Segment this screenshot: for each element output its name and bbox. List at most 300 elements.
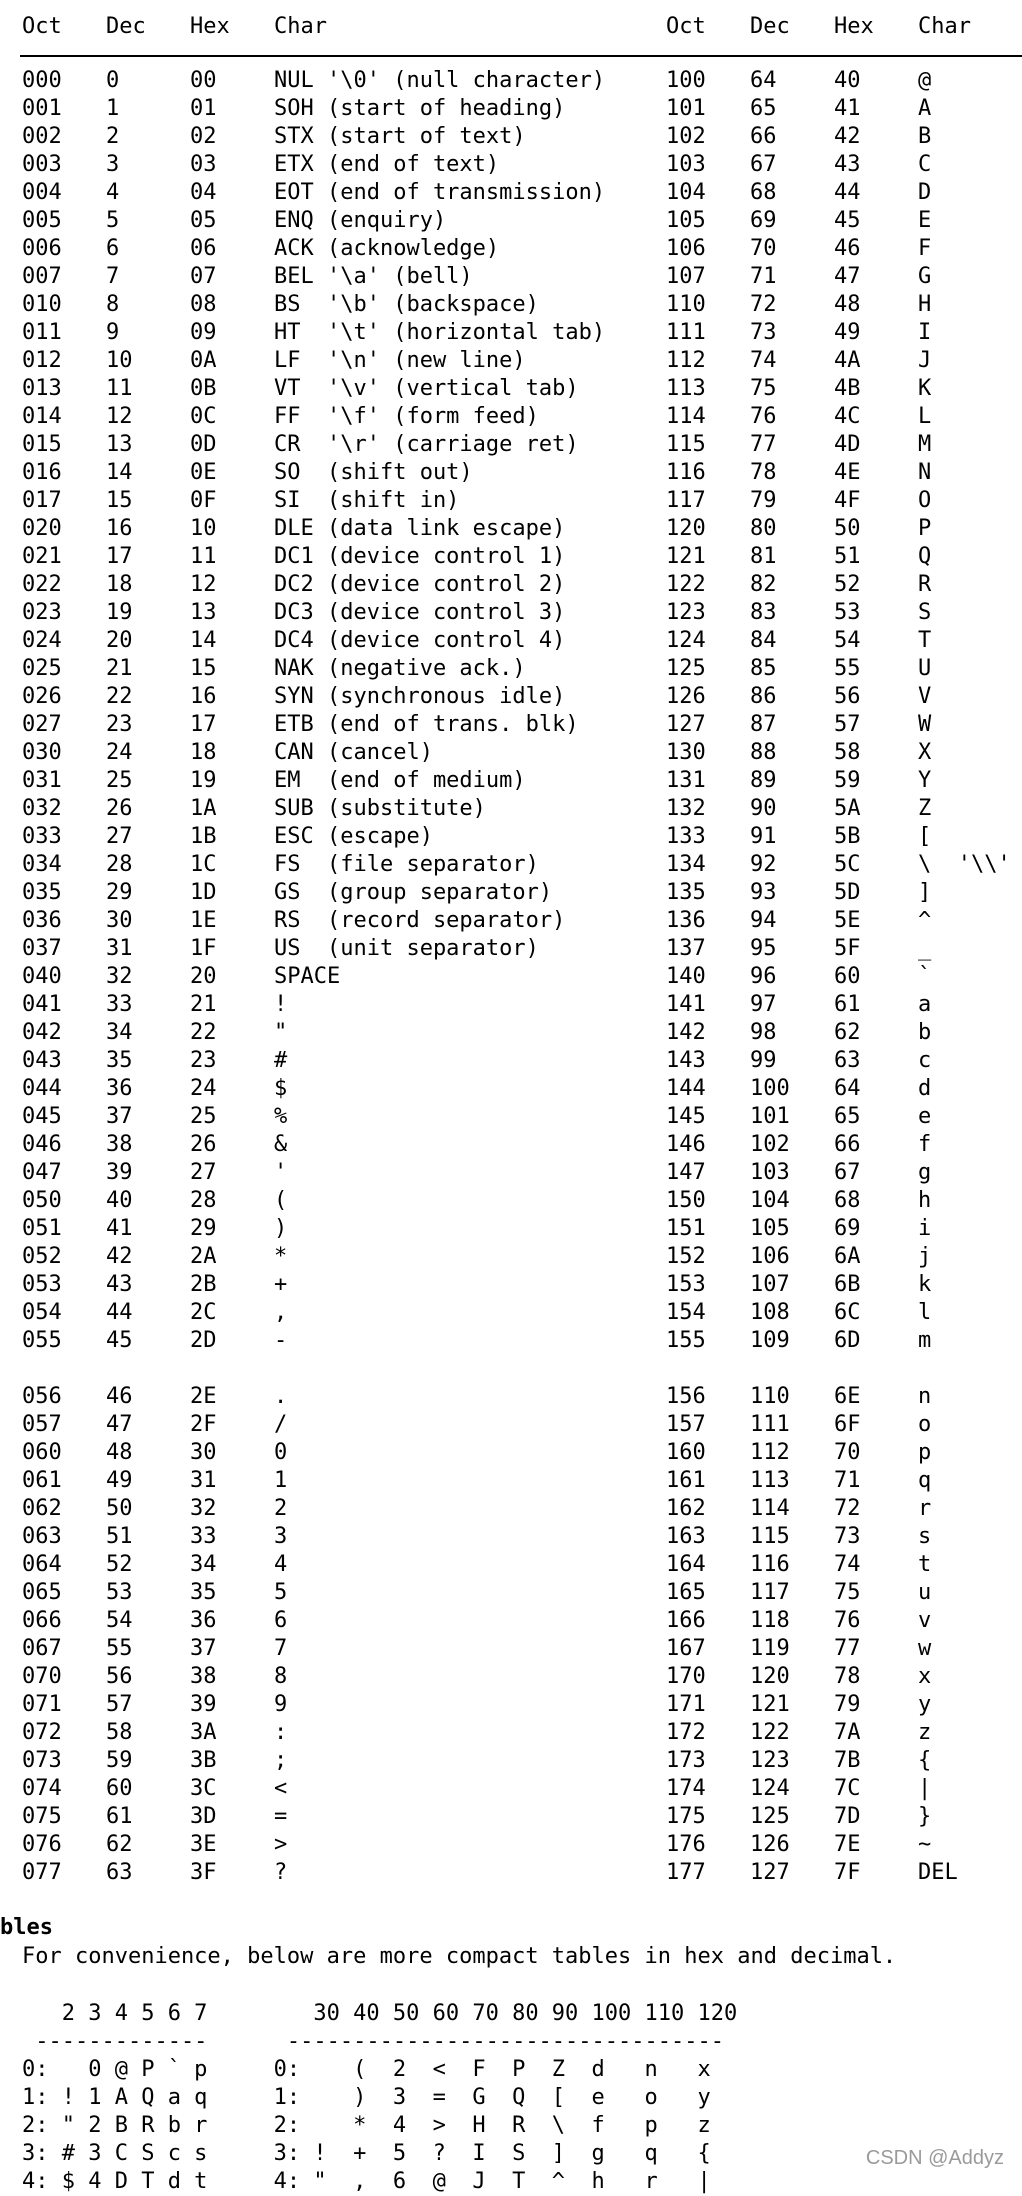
cell-oct-left: 061 xyxy=(22,1468,62,1493)
table-row xyxy=(0,1551,1022,1579)
table-row xyxy=(0,431,1022,459)
cell-hex-left: 0E xyxy=(190,460,217,485)
cell-dec-right: 88 xyxy=(750,740,777,765)
cell-hex-right: 43 xyxy=(834,152,861,177)
cell-char-right: S xyxy=(918,600,932,625)
cell-dec-right: 122 xyxy=(750,1720,790,1745)
cell-dec-right: 113 xyxy=(750,1468,790,1493)
table-row xyxy=(0,1047,1022,1075)
header-dec-left: Dec xyxy=(106,14,146,39)
cell-char-right: W xyxy=(918,712,932,737)
cell-hex-left: 1F xyxy=(190,936,217,961)
cell-dec-right: 76 xyxy=(750,404,777,429)
table-row xyxy=(0,459,1022,487)
cell-hex-right: 60 xyxy=(834,964,861,989)
cell-hex-right: 40 xyxy=(834,68,861,93)
table-row xyxy=(0,1579,1022,1607)
cell-oct-left: 006 xyxy=(22,236,62,261)
cell-hex-right: 4C xyxy=(834,404,861,429)
cell-hex-left: 2E xyxy=(190,1384,217,1409)
cell-dec-left: 9 xyxy=(106,320,120,345)
table-row xyxy=(0,1215,1022,1243)
table-row xyxy=(0,207,1022,235)
cell-dec-right: 116 xyxy=(750,1552,790,1577)
section-title: bles xyxy=(0,1915,53,1940)
cell-oct-right: 114 xyxy=(666,404,706,429)
cell-dec-right: 82 xyxy=(750,572,777,597)
cell-hex-right: 78 xyxy=(834,1664,861,1689)
cell-oct-right: 113 xyxy=(666,376,706,401)
cell-oct-right: 163 xyxy=(666,1524,706,1549)
cell-oct-left: 067 xyxy=(22,1636,62,1661)
cell-hex-left: 10 xyxy=(190,516,217,541)
cell-hex-right: 42 xyxy=(834,124,861,149)
cell-oct-right: 171 xyxy=(666,1692,706,1717)
table-row xyxy=(0,375,1022,403)
cell-dec-right: 126 xyxy=(750,1832,790,1857)
cell-oct-left: 034 xyxy=(22,852,62,877)
cell-oct-right: 130 xyxy=(666,740,706,765)
cell-oct-left: 031 xyxy=(22,768,62,793)
cell-hex-left: 16 xyxy=(190,684,217,709)
cell-dec-right: 112 xyxy=(750,1440,790,1465)
cell-char-left: . xyxy=(274,1384,288,1409)
cell-hex-left: 14 xyxy=(190,628,217,653)
cell-dec-left: 47 xyxy=(106,1412,133,1437)
cell-oct-left: 022 xyxy=(22,572,62,597)
cell-char-left: ESC (escape) xyxy=(274,824,433,849)
cell-hex-right: 7D xyxy=(834,1804,861,1829)
cell-hex-left: 05 xyxy=(190,208,217,233)
cell-dec-right: 72 xyxy=(750,292,777,317)
cell-hex-left: 3A xyxy=(190,1720,217,1745)
cell-char-left: FF '\f' (form feed) xyxy=(274,404,539,429)
cell-char-left: SUB (substitute) xyxy=(274,796,486,821)
cell-char-right: q xyxy=(918,1468,932,1493)
cell-hex-right: 73 xyxy=(834,1524,861,1549)
cell-char-right: x xyxy=(918,1664,932,1689)
cell-oct-left: 025 xyxy=(22,656,62,681)
cell-char-right: f xyxy=(918,1132,932,1157)
table-row xyxy=(0,487,1022,515)
cell-oct-right: 100 xyxy=(666,68,706,93)
cell-oct-left: 045 xyxy=(22,1104,62,1129)
cell-hex-left: 0F xyxy=(190,488,217,513)
cell-dec-right: 66 xyxy=(750,124,777,149)
cell-dec-right: 103 xyxy=(750,1160,790,1185)
cell-char-right: Q xyxy=(918,544,932,569)
cell-oct-left: 013 xyxy=(22,376,62,401)
cell-oct-right: 106 xyxy=(666,236,706,261)
cell-dec-right: 106 xyxy=(750,1244,790,1269)
cell-char-right: O xyxy=(918,488,932,513)
cell-hex-right: 6D xyxy=(834,1328,861,1353)
cell-char-left: > xyxy=(274,1832,288,1857)
cell-dec-left: 51 xyxy=(106,1524,133,1549)
cell-oct-left: 074 xyxy=(22,1776,62,1801)
cell-oct-left: 002 xyxy=(22,124,62,149)
cell-dec-right: 67 xyxy=(750,152,777,177)
cell-hex-left: 37 xyxy=(190,1636,217,1661)
cell-dec-left: 17 xyxy=(106,544,133,569)
cell-dec-left: 55 xyxy=(106,1636,133,1661)
cell-hex-left: 15 xyxy=(190,656,217,681)
cell-char-left: DC1 (device control 1) xyxy=(274,544,566,569)
header-char-left: Char xyxy=(274,14,327,39)
cell-dec-left: 27 xyxy=(106,824,133,849)
cell-dec-left: 23 xyxy=(106,712,133,737)
cell-oct-right: 134 xyxy=(666,852,706,877)
cell-char-right: C xyxy=(918,152,932,177)
cell-hex-right: 57 xyxy=(834,712,861,737)
cell-oct-left: 056 xyxy=(22,1384,62,1409)
cell-dec-left: 50 xyxy=(106,1496,133,1521)
cell-char-left: < xyxy=(274,1776,288,1801)
cell-dec-left: 29 xyxy=(106,880,133,905)
cell-hex-left: 0D xyxy=(190,432,217,457)
cell-char-right: A xyxy=(918,96,932,121)
cell-dec-left: 16 xyxy=(106,516,133,541)
cell-oct-left: 075 xyxy=(22,1804,62,1829)
cell-char-left: : xyxy=(274,1720,288,1745)
cell-hex-left: 18 xyxy=(190,740,217,765)
cell-hex-right: 76 xyxy=(834,1608,861,1633)
cell-dec-left: 1 xyxy=(106,96,120,121)
table-row xyxy=(0,907,1022,935)
table-row xyxy=(0,1467,1022,1495)
cell-hex-right: 62 xyxy=(834,1020,861,1045)
cell-dec-right: 85 xyxy=(750,656,777,681)
cell-hex-right: 4E xyxy=(834,460,861,485)
cell-char-left: ENQ (enquiry) xyxy=(274,208,447,233)
cell-oct-left: 060 xyxy=(22,1440,62,1465)
cell-char-left: RS (record separator) xyxy=(274,908,566,933)
cell-dec-right: 93 xyxy=(750,880,777,905)
table-row xyxy=(0,1243,1022,1271)
cell-hex-right: 7F xyxy=(834,1860,861,1885)
cell-oct-right: 172 xyxy=(666,1720,706,1745)
cell-dec-right: 127 xyxy=(750,1860,790,1885)
cell-dec-left: 43 xyxy=(106,1272,133,1297)
header-oct-left: Oct xyxy=(22,14,62,39)
cell-dec-right: 90 xyxy=(750,796,777,821)
cell-oct-right: 154 xyxy=(666,1300,706,1325)
cell-dec-right: 69 xyxy=(750,208,777,233)
cell-char-left: ? xyxy=(274,1860,288,1885)
cell-char-right: \ '\\' xyxy=(918,852,1011,877)
cell-oct-left: 007 xyxy=(22,264,62,289)
cell-dec-left: 12 xyxy=(106,404,133,429)
cell-dec-right: 108 xyxy=(750,1300,790,1325)
cell-dec-right: 99 xyxy=(750,1048,777,1073)
cell-dec-left: 58 xyxy=(106,1720,133,1745)
cell-hex-right: 4D xyxy=(834,432,861,457)
cell-oct-left: 072 xyxy=(22,1720,62,1745)
cell-char-right: j xyxy=(918,1244,932,1269)
cell-dec-right: 70 xyxy=(750,236,777,261)
cell-hex-right: 41 xyxy=(834,96,861,121)
cell-dec-left: 22 xyxy=(106,684,133,709)
cell-oct-left: 051 xyxy=(22,1216,62,1241)
cell-oct-right: 115 xyxy=(666,432,706,457)
table-row xyxy=(0,1271,1022,1299)
cell-oct-left: 050 xyxy=(22,1188,62,1213)
table-row xyxy=(0,1159,1022,1187)
cell-oct-right: 174 xyxy=(666,1776,706,1801)
section-description: For convenience, below are more compact tables in hex and decimal. xyxy=(22,1944,897,1969)
cell-oct-left: 042 xyxy=(22,1020,62,1045)
cell-oct-right: 176 xyxy=(666,1832,706,1857)
cell-hex-left: 3D xyxy=(190,1804,217,1829)
cell-oct-right: 133 xyxy=(666,824,706,849)
cell-hex-left: 02 xyxy=(190,124,217,149)
cell-oct-left: 027 xyxy=(22,712,62,737)
cell-hex-right: 6C xyxy=(834,1300,861,1325)
table-row xyxy=(0,1831,1022,1859)
cell-hex-right: 53 xyxy=(834,600,861,625)
cell-oct-right: 117 xyxy=(666,488,706,513)
cell-oct-left: 004 xyxy=(22,180,62,205)
cell-char-left: LF '\n' (new line) xyxy=(274,348,526,373)
cell-dec-right: 115 xyxy=(750,1524,790,1549)
cell-oct-left: 043 xyxy=(22,1048,62,1073)
watermark: CSDN @Addyz xyxy=(862,2147,1008,2170)
cell-char-right: X xyxy=(918,740,932,765)
cell-oct-right: 161 xyxy=(666,1468,706,1493)
cell-oct-left: 024 xyxy=(22,628,62,653)
cell-hex-left: 2F xyxy=(190,1412,217,1437)
cell-hex-left: 28 xyxy=(190,1188,217,1213)
cell-oct-left: 014 xyxy=(22,404,62,429)
cell-char-right: V xyxy=(918,684,932,709)
table-row xyxy=(0,963,1022,991)
compact-line: 3: # 3 C S c s 3: ! + 5 ? I S ] g q { xyxy=(22,2141,711,2166)
cell-oct-left: 030 xyxy=(22,740,62,765)
cell-char-right: b xyxy=(918,1020,932,1045)
cell-hex-left: 1B xyxy=(190,824,217,849)
cell-oct-right: 116 xyxy=(666,460,706,485)
cell-hex-right: 45 xyxy=(834,208,861,233)
cell-hex-left: 00 xyxy=(190,68,217,93)
cell-oct-left: 003 xyxy=(22,152,62,177)
cell-hex-left: 29 xyxy=(190,1216,217,1241)
table-row xyxy=(0,1103,1022,1131)
cell-dec-right: 97 xyxy=(750,992,777,1017)
cell-hex-left: 33 xyxy=(190,1524,217,1549)
cell-dec-left: 10 xyxy=(106,348,133,373)
cell-hex-right: 5A xyxy=(834,796,861,821)
cell-char-left: SPACE xyxy=(274,964,341,989)
cell-dec-right: 121 xyxy=(750,1692,790,1717)
cell-oct-left: 046 xyxy=(22,1132,62,1157)
cell-char-left: EM (end of medium) xyxy=(274,768,526,793)
cell-oct-left: 032 xyxy=(22,796,62,821)
cell-dec-left: 28 xyxy=(106,852,133,877)
table-row xyxy=(0,1523,1022,1551)
cell-dec-right: 68 xyxy=(750,180,777,205)
cell-oct-right: 125 xyxy=(666,656,706,681)
cell-char-right: l xyxy=(918,1300,932,1325)
cell-dec-left: 42 xyxy=(106,1244,133,1269)
cell-char-left: 2 xyxy=(274,1496,288,1521)
cell-char-left: SYN (synchronous idle) xyxy=(274,684,566,709)
cell-hex-left: 01 xyxy=(190,96,217,121)
cell-hex-left: 34 xyxy=(190,1552,217,1577)
cell-char-left: DC2 (device control 2) xyxy=(274,572,566,597)
cell-dec-left: 8 xyxy=(106,292,120,317)
cell-char-right: e xyxy=(918,1104,932,1129)
cell-oct-left: 073 xyxy=(22,1748,62,1773)
cell-hex-left: 2A xyxy=(190,1244,217,1269)
cell-oct-right: 111 xyxy=(666,320,706,345)
cell-dec-right: 123 xyxy=(750,1748,790,1773)
cell-char-left: 9 xyxy=(274,1692,288,1717)
cell-dec-right: 74 xyxy=(750,348,777,373)
cell-char-right: L xyxy=(918,404,932,429)
cell-char-right: R xyxy=(918,572,932,597)
table-row xyxy=(0,67,1022,95)
cell-oct-right: 165 xyxy=(666,1580,706,1605)
table-row xyxy=(0,319,1022,347)
cell-oct-left: 011 xyxy=(22,320,62,345)
cell-hex-right: 65 xyxy=(834,1104,861,1129)
cell-hex-right: 48 xyxy=(834,292,861,317)
cell-dec-left: 46 xyxy=(106,1384,133,1409)
cell-dec-left: 41 xyxy=(106,1216,133,1241)
cell-dec-right: 105 xyxy=(750,1216,790,1241)
cell-char-left: $ xyxy=(274,1076,288,1101)
cell-dec-right: 100 xyxy=(750,1076,790,1101)
header-char-right: Char xyxy=(918,14,971,39)
cell-oct-right: 122 xyxy=(666,572,706,597)
cell-char-right: ] xyxy=(918,880,932,905)
cell-char-left: 1 xyxy=(274,1468,288,1493)
cell-oct-right: 146 xyxy=(666,1132,706,1157)
table-row xyxy=(0,1327,1022,1355)
cell-hex-left: 27 xyxy=(190,1160,217,1185)
table-row xyxy=(0,543,1022,571)
cell-hex-right: 69 xyxy=(834,1216,861,1241)
cell-hex-left: 31 xyxy=(190,1468,217,1493)
cell-oct-right: 104 xyxy=(666,180,706,205)
cell-char-left: EOT (end of transmission) xyxy=(274,180,606,205)
cell-oct-left: 040 xyxy=(22,964,62,989)
cell-char-right: k xyxy=(918,1272,932,1297)
table-row xyxy=(0,1719,1022,1747)
cell-oct-right: 177 xyxy=(666,1860,706,1885)
table-row xyxy=(0,851,1022,879)
cell-oct-right: 151 xyxy=(666,1216,706,1241)
cell-char-left: , xyxy=(274,1300,288,1325)
cell-dec-left: 35 xyxy=(106,1048,133,1073)
cell-char-left: = xyxy=(274,1804,288,1829)
cell-char-right: ~ xyxy=(918,1832,932,1857)
cell-dec-right: 71 xyxy=(750,264,777,289)
cell-char-right: K xyxy=(918,376,932,401)
cell-dec-left: 2 xyxy=(106,124,120,149)
cell-hex-right: 56 xyxy=(834,684,861,709)
cell-oct-left: 070 xyxy=(22,1664,62,1689)
cell-hex-left: 32 xyxy=(190,1496,217,1521)
cell-oct-left: 052 xyxy=(22,1244,62,1269)
compact-line: 2: " 2 B R b r 2: * 4 > H R \ f p z xyxy=(22,2113,711,2138)
cell-oct-right: 157 xyxy=(666,1412,706,1437)
cell-char-left: NAK (negative ack.) xyxy=(274,656,526,681)
cell-char-right: G xyxy=(918,264,932,289)
cell-hex-right: 54 xyxy=(834,628,861,653)
cell-char-right: i xyxy=(918,1216,932,1241)
cell-char-right: s xyxy=(918,1524,932,1549)
table-row xyxy=(0,95,1022,123)
cell-dec-left: 26 xyxy=(106,796,133,821)
cell-char-left: BS '\b' (backspace) xyxy=(274,292,539,317)
cell-hex-left: 08 xyxy=(190,292,217,317)
cell-oct-right: 131 xyxy=(666,768,706,793)
cell-dec-left: 63 xyxy=(106,1860,133,1885)
cell-oct-left: 020 xyxy=(22,516,62,541)
cell-oct-left: 065 xyxy=(22,1580,62,1605)
table-row xyxy=(0,1299,1022,1327)
cell-hex-left: 2D xyxy=(190,1328,217,1353)
cell-oct-right: 123 xyxy=(666,600,706,625)
cell-oct-right: 150 xyxy=(666,1188,706,1213)
cell-dec-left: 56 xyxy=(106,1664,133,1689)
cell-oct-left: 037 xyxy=(22,936,62,961)
cell-hex-left: 1C xyxy=(190,852,217,877)
table-row xyxy=(0,991,1022,1019)
table-row xyxy=(0,1803,1022,1831)
table-row xyxy=(0,1635,1022,1663)
table-row xyxy=(0,1663,1022,1691)
cell-hex-right: 5E xyxy=(834,908,861,933)
table-row xyxy=(0,655,1022,683)
cell-oct-right: 141 xyxy=(666,992,706,1017)
cell-dec-left: 3 xyxy=(106,152,120,177)
cell-char-left: ETX (end of text) xyxy=(274,152,500,177)
cell-oct-left: 035 xyxy=(22,880,62,905)
cell-hex-left: 07 xyxy=(190,264,217,289)
cell-hex-left: 13 xyxy=(190,600,217,625)
cell-dec-right: 73 xyxy=(750,320,777,345)
cell-dec-left: 30 xyxy=(106,908,133,933)
cell-hex-left: 06 xyxy=(190,236,217,261)
compact-line: 4: $ 4 D T d t 4: " , 6 @ J T ^ h r | xyxy=(22,2169,711,2194)
cell-oct-right: 107 xyxy=(666,264,706,289)
cell-dec-right: 75 xyxy=(750,376,777,401)
cell-dec-right: 77 xyxy=(750,432,777,457)
cell-oct-right: 167 xyxy=(666,1636,706,1661)
cell-dec-left: 25 xyxy=(106,768,133,793)
cell-oct-right: 145 xyxy=(666,1104,706,1129)
cell-char-left: VT '\v' (vertical tab) xyxy=(274,376,579,401)
table-row xyxy=(0,767,1022,795)
cell-dec-right: 119 xyxy=(750,1636,790,1661)
cell-dec-left: 0 xyxy=(106,68,120,93)
cell-oct-left: 071 xyxy=(22,1692,62,1717)
cell-hex-left: 3B xyxy=(190,1748,217,1773)
cell-char-left: CAN (cancel) xyxy=(274,740,433,765)
cell-dec-left: 44 xyxy=(106,1300,133,1325)
cell-oct-left: 057 xyxy=(22,1412,62,1437)
table-row xyxy=(0,1775,1022,1803)
cell-oct-right: 144 xyxy=(666,1076,706,1101)
cell-oct-right: 156 xyxy=(666,1384,706,1409)
cell-oct-right: 112 xyxy=(666,348,706,373)
cell-dec-left: 59 xyxy=(106,1748,133,1773)
cell-hex-right: 72 xyxy=(834,1496,861,1521)
cell-oct-left: 000 xyxy=(22,68,62,93)
header-dec-right: Dec xyxy=(750,14,790,39)
